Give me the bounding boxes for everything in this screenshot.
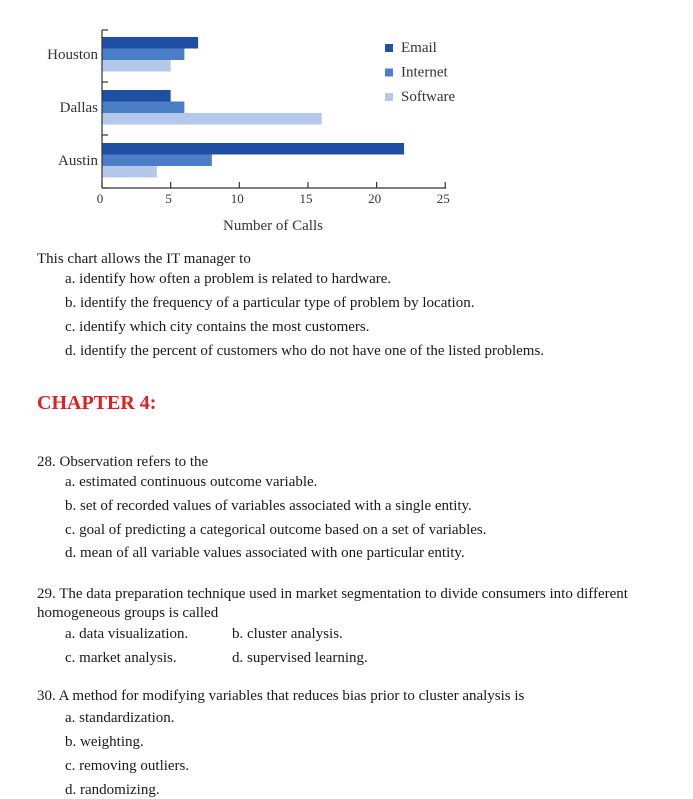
bar-houston-email — [102, 37, 198, 49]
question-27-option-a: a. identify how often a problem is related to hardware. — [65, 271, 392, 287]
question-27-option-d: d. identify the percent of customers who do not have one of the listed problems. — [65, 343, 545, 359]
question-28-stem: 28. Observation refers to the — [37, 454, 209, 470]
question-29-stem-line1: 29. The data preparation technique used in market segmentation to divide consumers into different — [37, 586, 628, 602]
bar-dallas-software — [102, 113, 322, 125]
question-28-option-a: a. estimated continuous outcome variable. — [65, 474, 318, 490]
chart-legend — [385, 40, 455, 105]
question-30-option-b: b. weighting. — [65, 734, 144, 750]
x-tick-label: 10 — [230, 191, 244, 206]
question-30-stem: 30. A method for modifying variables that reduces bias prior to cluster analysis is — [37, 688, 525, 704]
question-27-stem: This chart allows the IT manager to — [37, 251, 251, 267]
question-27-option-b: b. identify the frequency of a particular type of problem by location. — [65, 295, 475, 311]
x-axis-label: Number of Calls — [223, 218, 323, 234]
question-29-stem-line2: homogeneous groups is called — [37, 605, 219, 621]
question-30-option-c: c. removing outliers. — [65, 758, 190, 774]
calls-bar-chart — [0, 0, 693, 250]
bar-dallas-email — [102, 90, 171, 102]
question-28-option-b: b. set of recorded values of variables associated with a single entity. — [65, 498, 472, 514]
question-29-option-d: d. supervised learning. — [232, 650, 368, 666]
x-tick-label: 20 — [368, 191, 382, 206]
question-29-option-b: b. cluster analysis. — [232, 626, 343, 642]
x-tick-label: 15 — [299, 191, 313, 206]
bar-dallas-internet — [102, 102, 184, 114]
category-labels — [47, 47, 98, 169]
category-label-houston: Houston — [47, 47, 98, 63]
x-tick-label: 5 — [165, 191, 172, 206]
bar-austin-software — [102, 166, 157, 178]
question-29-option-a: a. data visualization. — [65, 626, 189, 642]
question-28-option-d: d. mean of all variable values associated with one particular entity. — [65, 545, 465, 561]
legend-swatch-internet — [385, 69, 393, 77]
question-30-option-d: d. randomizing. — [65, 782, 160, 798]
category-label-dallas: Dallas — [59, 100, 98, 116]
question-27-option-c: c. identify which city contains the most customers. — [65, 319, 370, 335]
bar-austin-email — [102, 143, 404, 155]
question-28-option-c: c. goal of predicting a categorical outcome based on a set of variables. — [65, 522, 487, 538]
legend-swatch-email — [385, 44, 393, 52]
x-tick-label: 25 — [436, 191, 450, 206]
x-tick-label: 0 — [96, 191, 104, 206]
legend-label-software: Software — [401, 89, 456, 105]
bar-houston-internet — [102, 49, 184, 61]
category-label-austin: Austin — [57, 153, 98, 169]
legend-label-email: Email — [401, 40, 437, 56]
chapter-title: CHAPTER 4: — [37, 392, 157, 414]
legend-label-internet: Internet — [401, 64, 448, 81]
x-tick-labels — [97, 191, 450, 206]
bars-group — [102, 37, 404, 178]
question-30-option-a: a. standardization. — [65, 710, 175, 726]
bar-austin-internet — [102, 155, 212, 167]
bar-houston-software — [102, 60, 171, 72]
legend-swatch-software — [385, 93, 393, 101]
question-29-option-c: c. market analysis. — [65, 650, 177, 666]
